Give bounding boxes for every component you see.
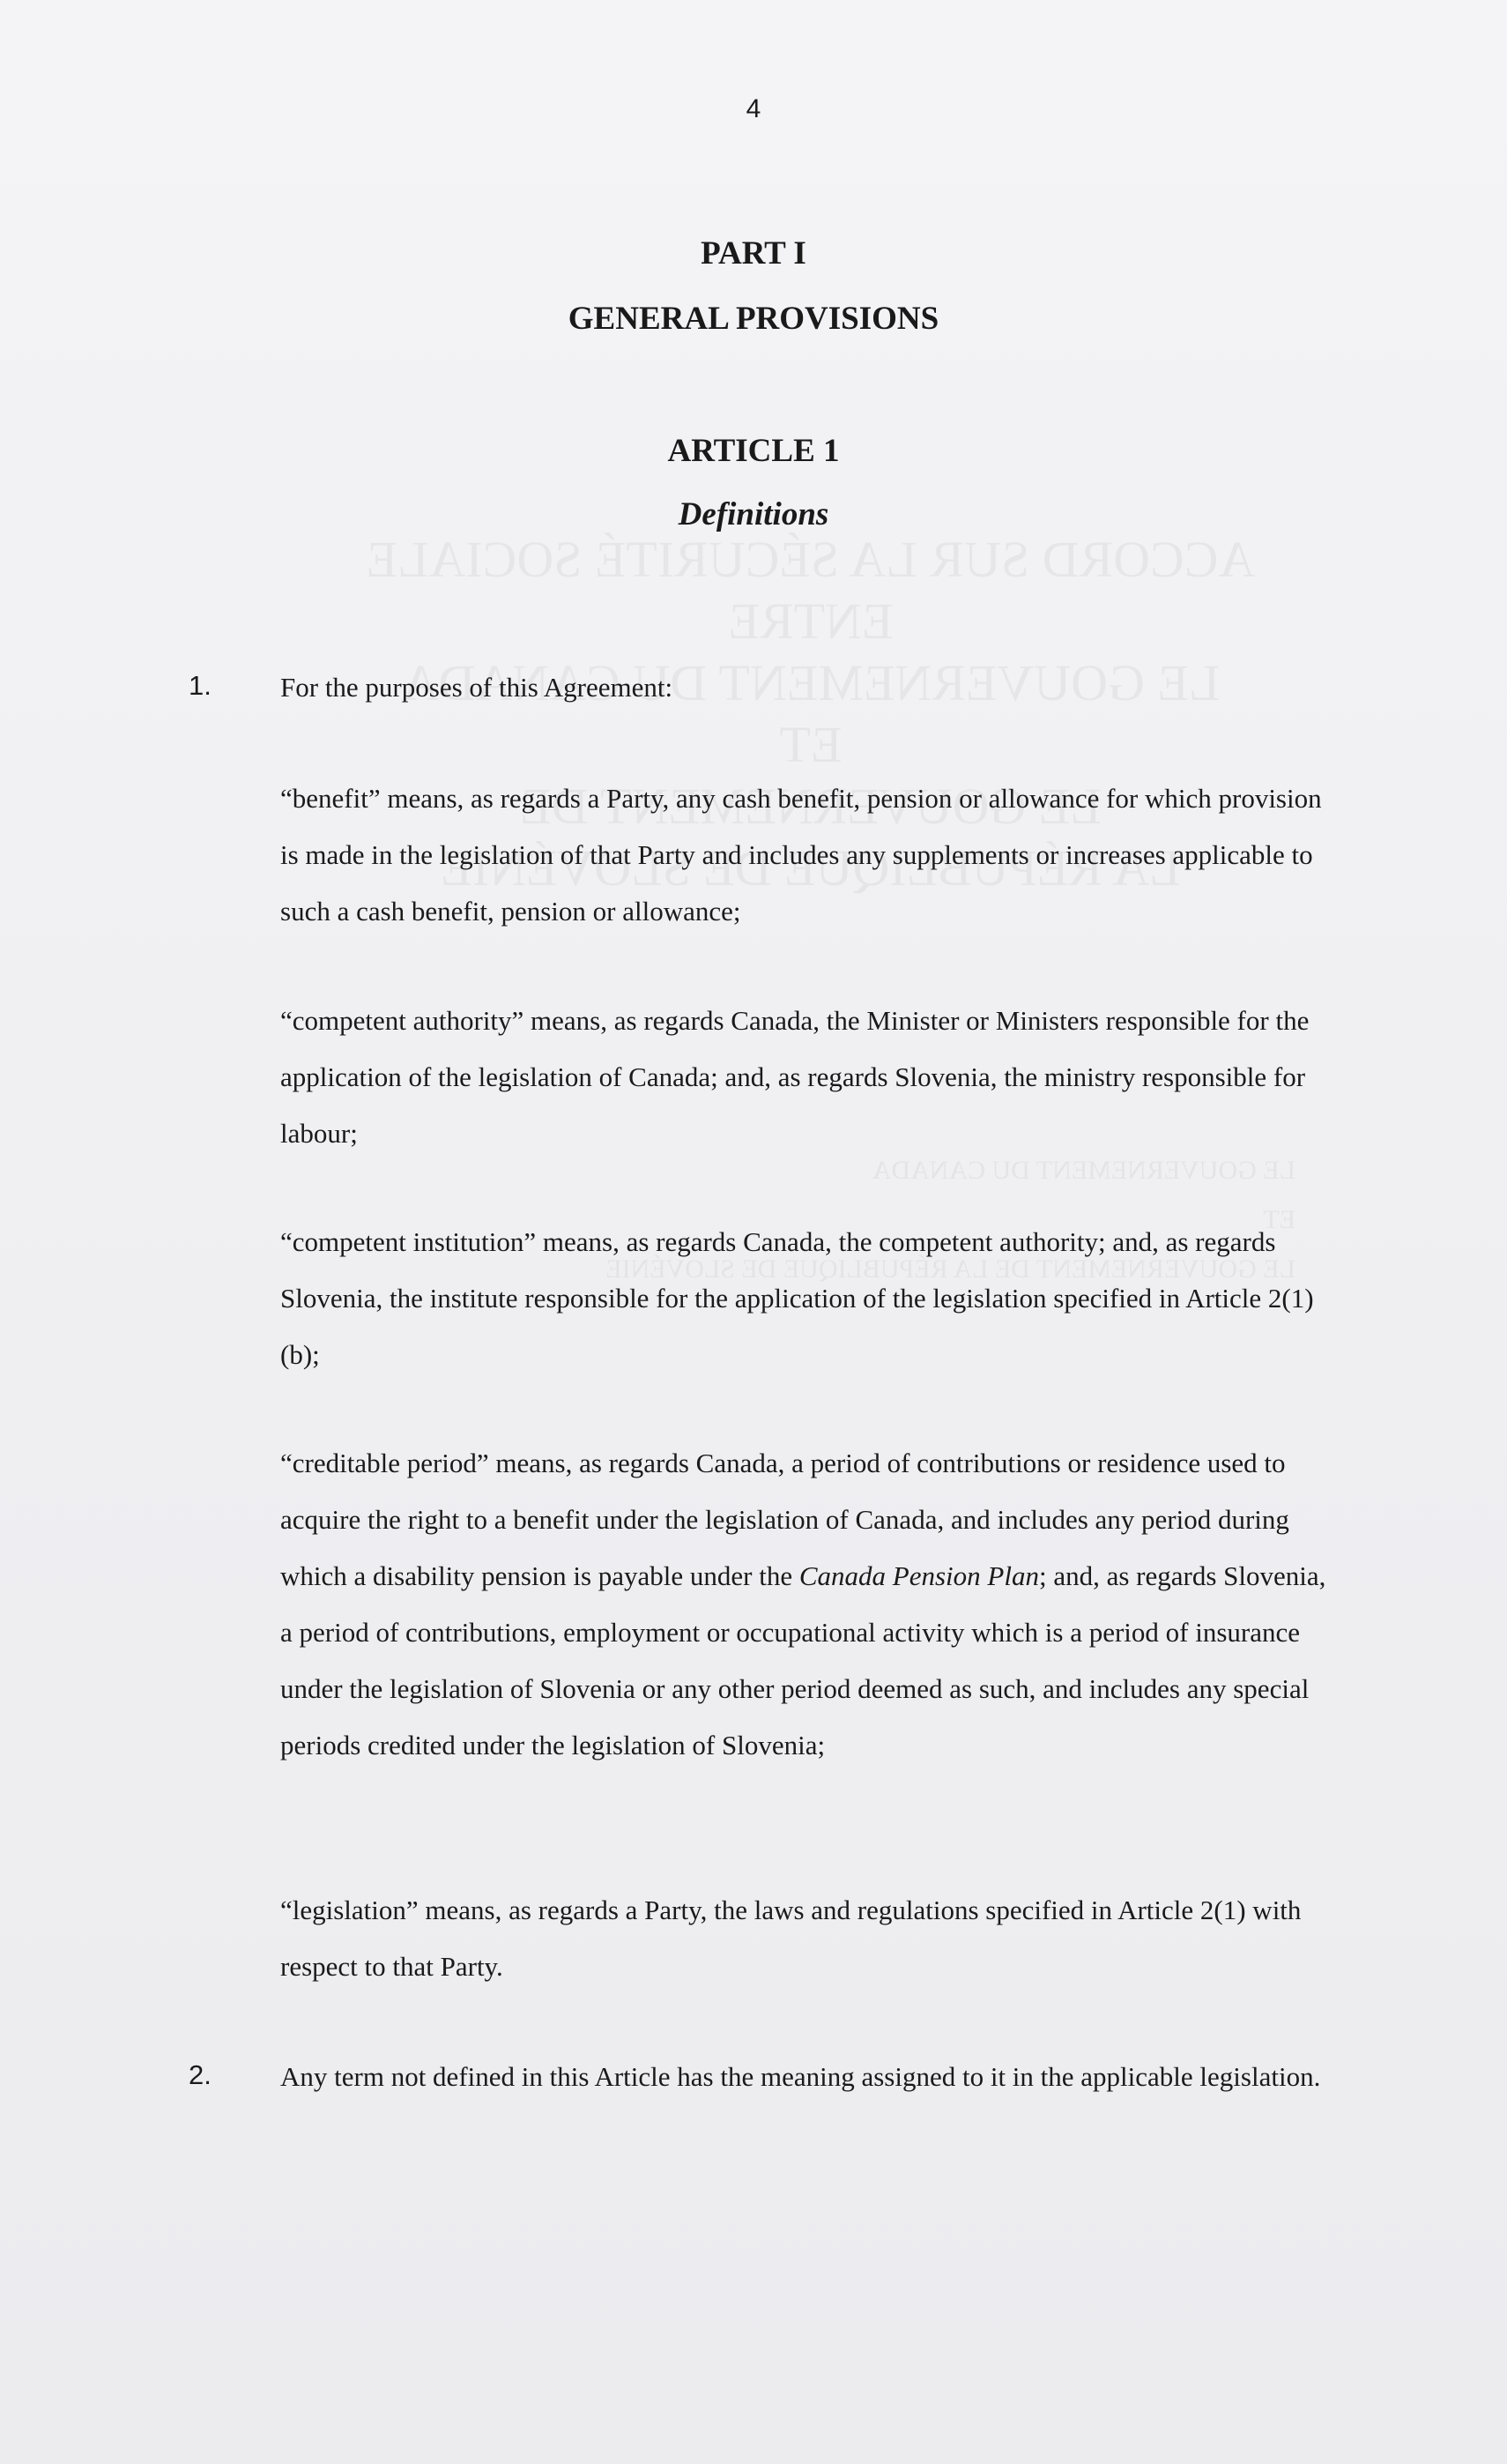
definition-creditable-period: [280, 1435, 1329, 1774]
paragraph-1-intro: For the purposes of this Agreement:: [280, 672, 673, 703]
creditable-period-italic: Canada Pension Plan: [798, 1560, 1039, 1591]
definition-competent-institution: “competent institution” means, as regards Canada, the competent authority; and, as regards Slovenia, the institute responsible for the application of the legislation specified in Article 2(1)(b);: [280, 1226, 1314, 1370]
definition-legislation: “legislation” means, as regards a Party, the laws and regulations specified in Article 2(1) with respect to that Party.: [280, 1895, 1302, 1982]
paragraph-2-number: 2.: [189, 2059, 212, 2090]
creditable-period-text-b: ; and, as regards Slovenia, a period of contributions, employment or occupational activity which is a period of insurance under the legislation of Slovenia or any other period deemed as such, and includes any special periods credited under the legislation of Slovenia;: [280, 1560, 1326, 1761]
definition-competent-authority: “competent authority” means, as regards Canada, the Minister or Ministers responsible for the application of the legislation of Canada; and, as regards Slovenia, the ministry responsible for labour;: [280, 1005, 1310, 1149]
part-subtitle: GENERAL PROVISIONS: [568, 301, 939, 337]
article-subtitle: Definitions: [678, 496, 829, 532]
article-title: ARTICLE 1: [667, 433, 840, 469]
paragraph-1-number: 1.: [189, 670, 212, 701]
paragraph-2-text: Any term not defined in this Article has the meaning assigned to it in the applicable legislation.: [280, 2061, 1321, 2092]
creditable-period-text-a: “creditable period” means, as regards Canada, a period of contributions or residence used to acquire the right to a benefit under the legislation of Canada, and includes any period during which a disability pension is payable under the: [280, 1448, 1289, 1591]
definition-benefit: “benefit” means, as regards a Party, any cash benefit, pension or allowance for which provision is made in the legislation of that Party and includes any supplements or increases applicable to such a cash benefit, pension or allowance;: [280, 783, 1322, 927]
page-number: 4: [746, 94, 761, 123]
part-title: PART I: [701, 235, 806, 272]
